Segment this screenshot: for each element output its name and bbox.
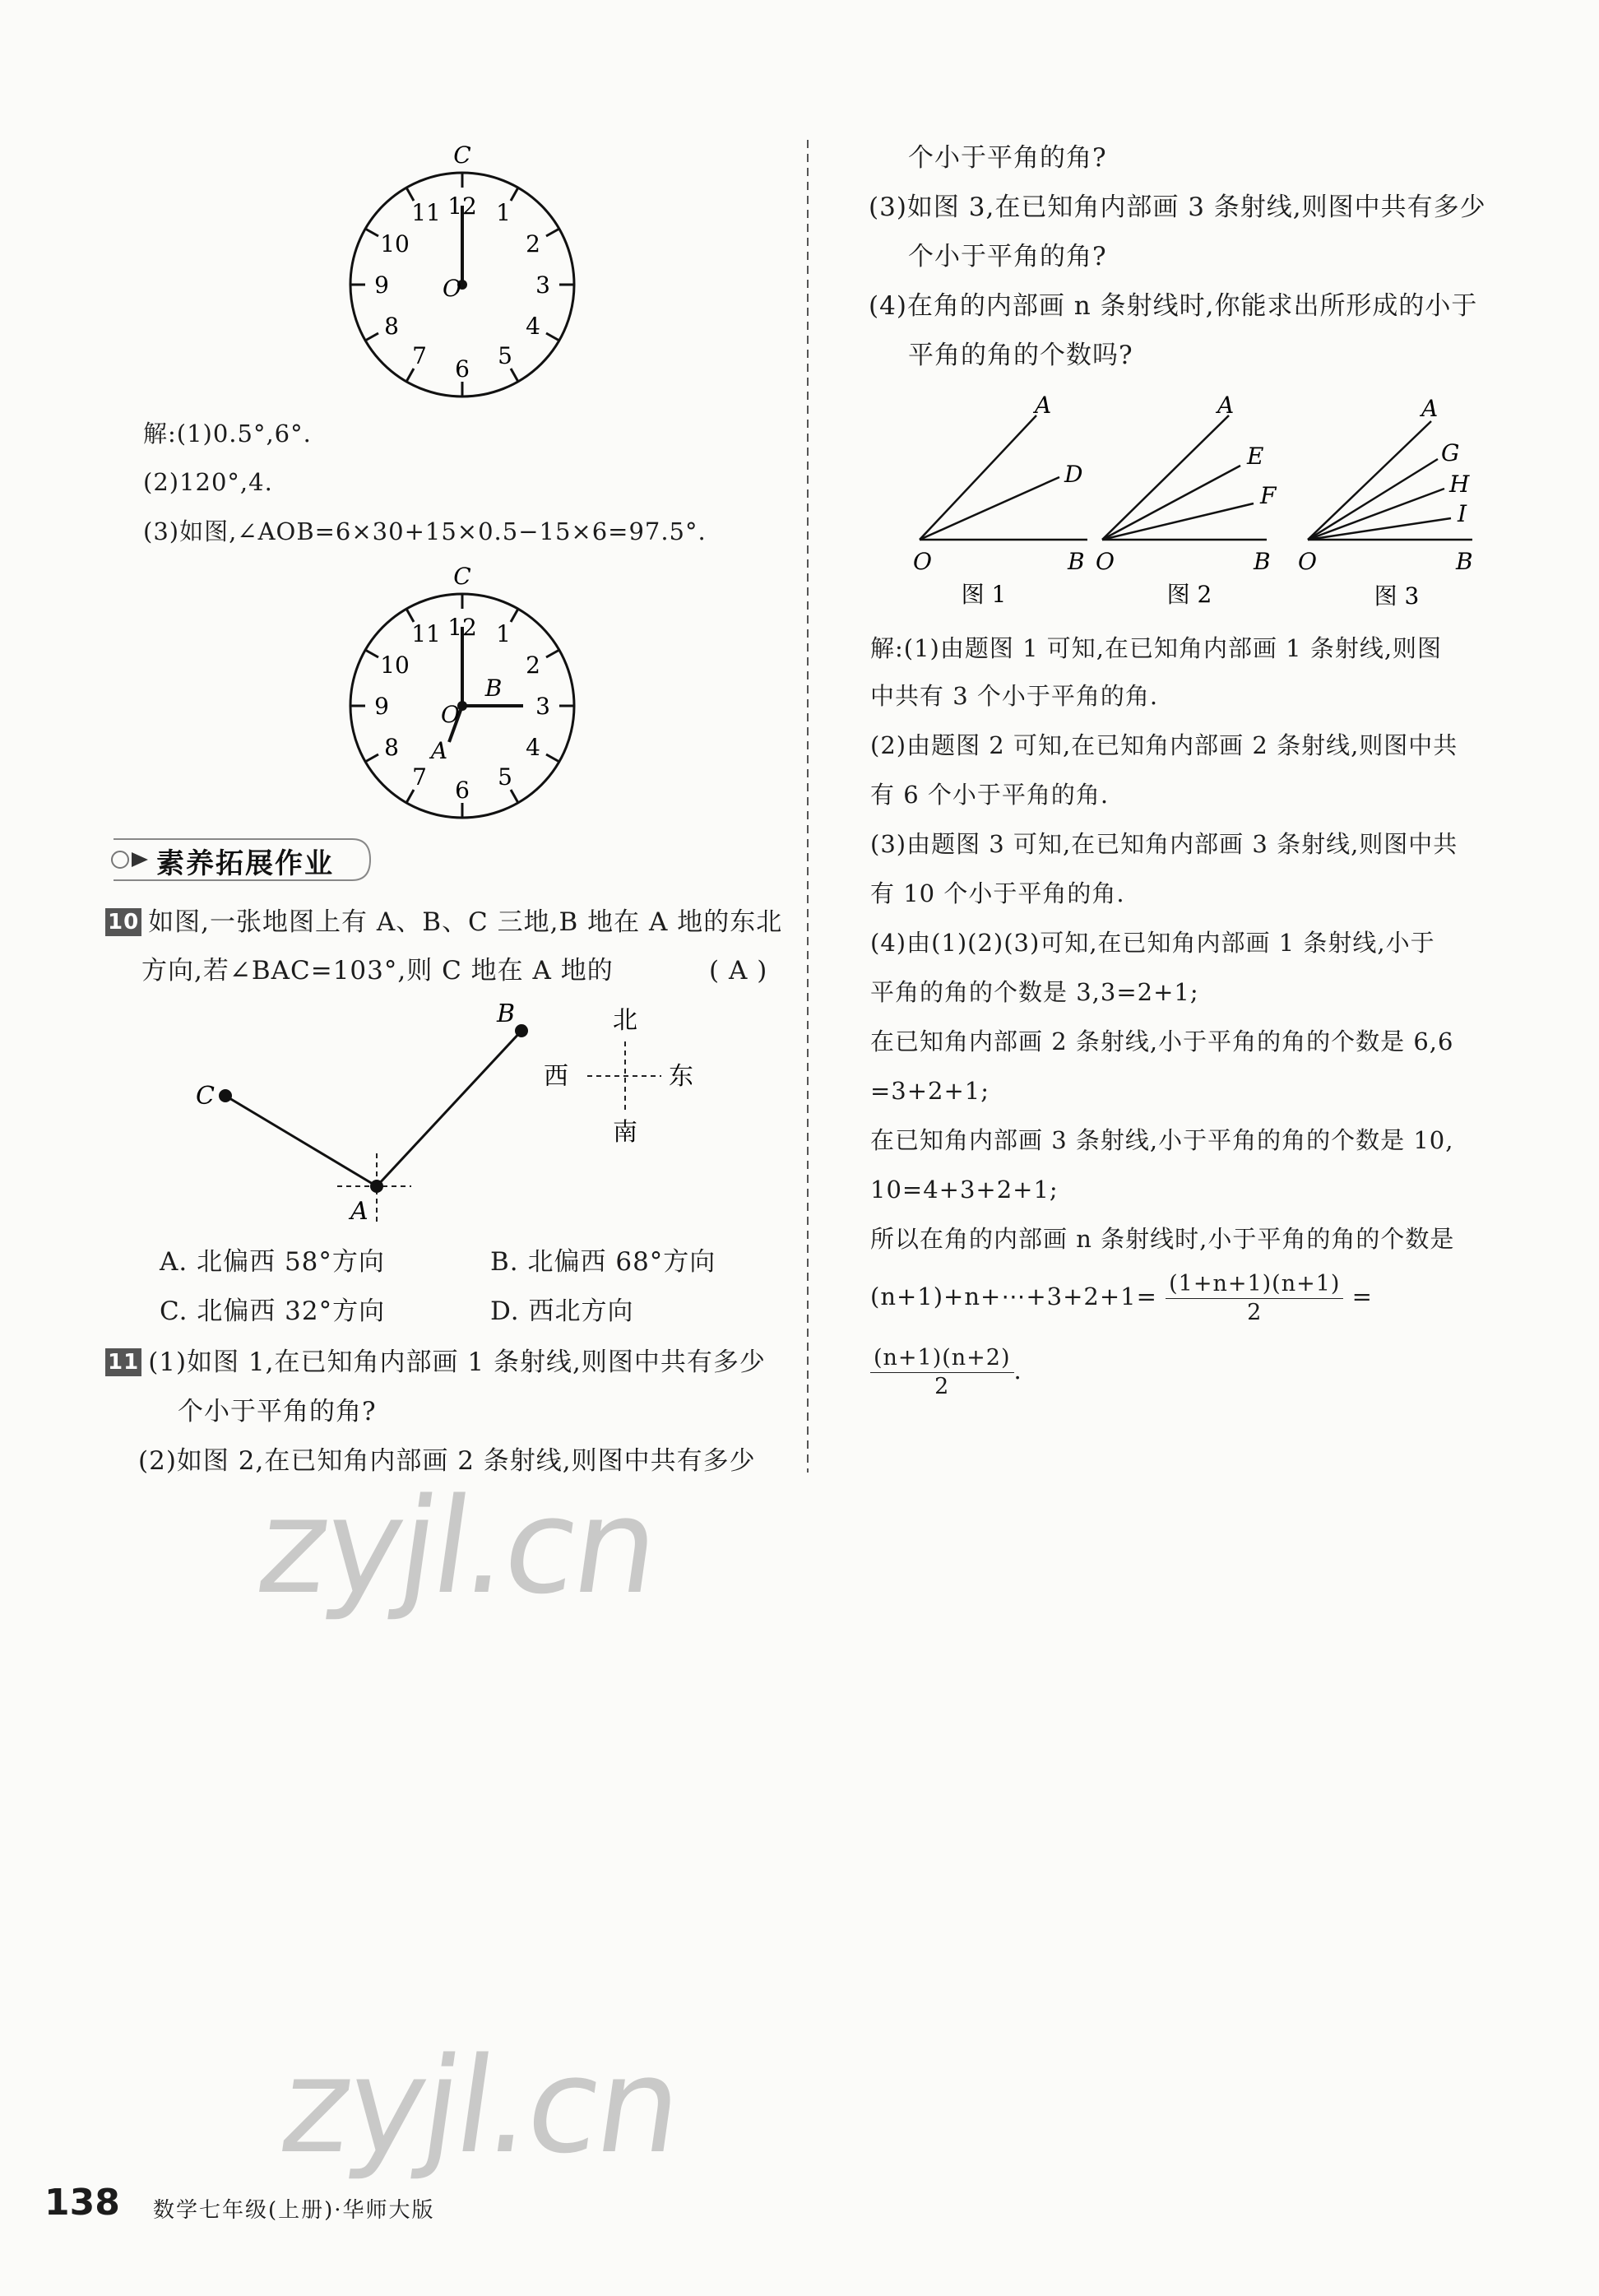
svg-text:B: B <box>1456 548 1473 575</box>
q10-compass-south: 南 <box>613 1118 637 1147</box>
clock1-num-4: 4 <box>526 313 540 340</box>
q10-option-b: B. 北偏西 68°方向 <box>490 1247 716 1277</box>
svg-text:O: O <box>1298 548 1317 575</box>
q10-compass-west: 西 <box>544 1062 568 1091</box>
solution-line-8: 平角的角的个数是 3,3=2+1; <box>870 978 1199 1006</box>
q10-label-b: B <box>497 1000 516 1028</box>
footer-book-title: 数学七年级(上册)·华师大版 <box>153 2198 435 2223</box>
solution-line-7: (4)由(1)(2)(3)可知,在已知角内部画 1 条射线,小于 <box>870 929 1435 957</box>
clock1-num-7: 7 <box>412 342 427 369</box>
clock1-label-c: C <box>453 141 471 169</box>
clock1-num-10: 10 <box>380 230 410 257</box>
solution-line-1: 解:(1)由题图 1 可知,在已知角内部画 1 条射线,则图 <box>870 634 1443 662</box>
solution-prev-line-2: (2)120°,4. <box>143 468 273 496</box>
clock2-num-7: 7 <box>412 763 427 791</box>
solution-line-12: 10=4+3+2+1; <box>870 1176 1059 1204</box>
svg-text:图 1: 图 1 <box>961 581 1007 608</box>
solution-line-4: 有 6 个小于平角的角. <box>870 781 1110 809</box>
svg-text:E: E <box>1247 443 1264 470</box>
watermark-1: zyjl.cn <box>248 1469 665 1623</box>
clock1-num-12: 12 <box>447 192 477 220</box>
solution-line-10: =3+2+1; <box>870 1077 990 1105</box>
clock2-num-11: 11 <box>411 620 441 647</box>
clock2-num-12: 12 <box>447 614 477 641</box>
svg-text:B: B <box>1254 548 1271 575</box>
solution-line-3: (2)由题图 2 可知,在已知角内部画 2 条射线,则图中共 <box>870 731 1458 759</box>
q11-number: 11 <box>105 1348 141 1376</box>
q10-number: 10 <box>105 908 141 936</box>
clock2-label-o: O <box>441 701 460 728</box>
solution-line-2: 中共有 3 个小于平角的角. <box>870 682 1159 710</box>
clock1-num-9: 9 <box>374 271 389 299</box>
q11-line-4: 个小于平角的角? <box>908 143 1107 173</box>
q11-line-8: 平角的角的个数吗? <box>908 341 1133 370</box>
solution-line-6: 有 10 个小于平角的角. <box>870 879 1125 907</box>
clock1-num-6: 6 <box>455 355 470 383</box>
svg-text:B: B <box>1068 548 1085 575</box>
solution-line-9: 在已知角内部画 2 条射线,小于平角的角的个数是 6,6 <box>870 1027 1454 1055</box>
solution-line-13: 所以在角的内部画 n 条射线时,小于平角的角的个数是 <box>870 1225 1455 1253</box>
solution-formula-2: $\frac{(n+1)(n+2)}{2}$ . <box>870 1341 1022 1401</box>
solution-line-11: 在已知角内部画 3 条射线,小于平角的角的个数是 10, <box>870 1126 1454 1154</box>
clock2-label-c: C <box>453 564 471 590</box>
clock2-label-a: A <box>430 737 448 764</box>
solution-prev-line-3: (3)如图,∠AOB=6×30+15×0.5−15×6=97.5°. <box>143 517 707 545</box>
svg-text:图 2: 图 2 <box>1166 581 1212 608</box>
q11-line-7: (4)在角的内部画 n 条射线时,你能求出所形成的小于 <box>869 291 1478 321</box>
solution-formula-1: (n+1)+n+⋯+3+2+1= $\frac{(1+n+1)(n+1)}{2}$ = <box>870 1270 1373 1325</box>
q10-label-c: C <box>196 1082 215 1111</box>
clock2-num-4: 4 <box>526 734 540 761</box>
clock2-num-6: 6 <box>455 777 470 804</box>
q10-option-a: A. 北偏西 58°方向 <box>160 1247 385 1277</box>
clock2-num-2: 2 <box>526 652 540 679</box>
q11-line-3: (2)如图 2,在已知角内部画 2 条射线,则图中共有多少 <box>138 1446 756 1476</box>
clock2-num-3: 3 <box>535 693 550 720</box>
clock2-num-1: 1 <box>496 620 511 647</box>
clock2-num-8: 8 <box>384 734 399 761</box>
clock2-num-10: 10 <box>380 652 410 679</box>
q10-option-c: C. 北偏西 32°方向 <box>160 1296 386 1326</box>
clock2-num-9: 9 <box>374 693 389 720</box>
clock1-num-1: 1 <box>496 199 511 226</box>
solution-prev-line-1: 解:(1)0.5°,6°. <box>143 420 312 448</box>
section-header <box>105 834 377 885</box>
watermark-2: zyjl.cn <box>271 2029 688 2182</box>
q11-line-2: 个小于平角的角? <box>178 1397 377 1426</box>
svg-text:O: O <box>913 548 932 575</box>
q11-figure-3 <box>1298 395 1473 610</box>
q11-figure-2 <box>1096 392 1277 608</box>
svg-text:图 3: 图 3 <box>1374 582 1420 610</box>
svg-text:H: H <box>1449 471 1470 498</box>
q11-line-6: 个小于平角的角? <box>908 242 1107 271</box>
q10-compass-north: 北 <box>613 1006 637 1035</box>
clock1-num-3: 3 <box>535 271 550 299</box>
q10-line-1: 10 如图,一张地图上有 A、B、C 三地,B 地在 A 地的东北 <box>105 906 782 939</box>
q10-line-2: 方向,若∠BAC=103°,则 C 地在 A 地的 <box>141 956 614 986</box>
clock2-num-5: 5 <box>498 763 512 791</box>
svg-text:I: I <box>1458 500 1467 527</box>
q11-line-1: 11 (1)如图 1,在已知角内部画 1 条射线,则图中共有多少 <box>105 1346 766 1379</box>
q10-answer: ( A ) <box>709 956 768 986</box>
solution-line-5: (3)由题图 3 可知,在已知角内部画 3 条射线,则图中共 <box>870 830 1458 858</box>
clock2-label-b: B <box>484 675 503 702</box>
page-number: 138 <box>44 2182 120 2224</box>
q11-ray-figures <box>905 387 1530 617</box>
q10-option-d: D. 西北方向 <box>490 1296 634 1326</box>
svg-text:O: O <box>1096 548 1115 575</box>
svg-text:A: A <box>1035 392 1052 419</box>
clock1-num-2: 2 <box>526 230 540 257</box>
q11-figure-1 <box>913 392 1087 608</box>
clock1-num-11: 11 <box>411 199 441 226</box>
q10-map-diagram <box>165 995 740 1242</box>
svg-text:G: G <box>1441 439 1460 466</box>
q10-compass-east: 东 <box>669 1062 693 1091</box>
svg-text:F: F <box>1260 482 1277 509</box>
clock-figure-2 <box>337 564 584 828</box>
q10-label-a: A <box>350 1197 368 1226</box>
svg-text:A: A <box>1421 395 1439 422</box>
svg-text:D: D <box>1064 461 1083 488</box>
q11-line-5: (3)如图 3,在已知角内部画 3 条射线,则图中共有多少 <box>869 192 1486 222</box>
section-title: 素养拓展作业 <box>156 847 334 880</box>
clock1-num-5: 5 <box>498 342 512 369</box>
clock-figure-1 <box>337 140 584 403</box>
svg-text:A: A <box>1217 392 1235 419</box>
clock1-num-8: 8 <box>384 313 399 340</box>
clock1-label-o: O <box>443 275 461 302</box>
